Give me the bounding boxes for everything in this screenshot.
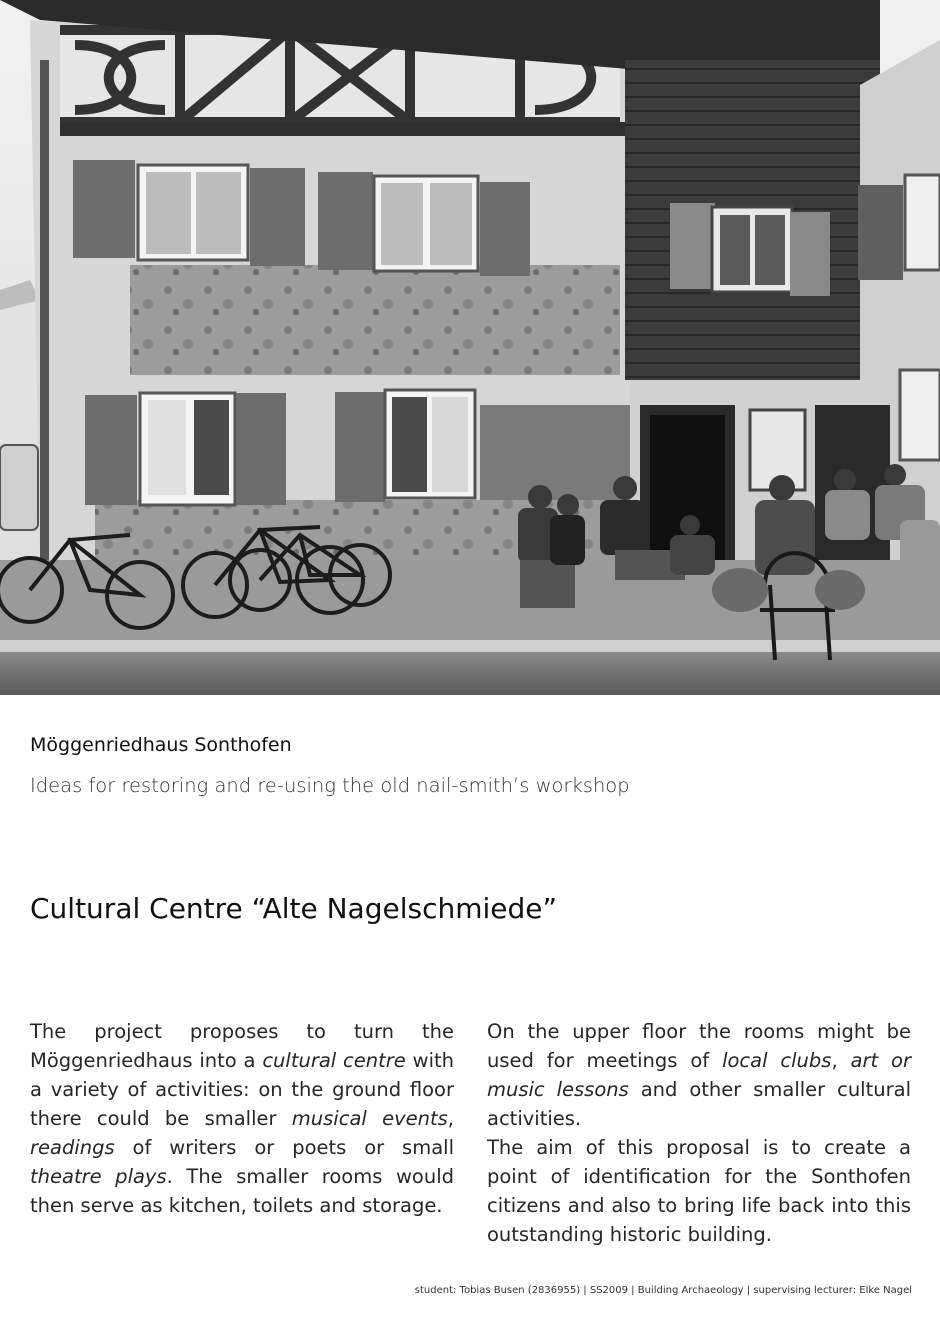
paragraph: The project proposes to turn the Möggenriedhaus into a cultural centre with a variety of activities: on the ground floor there could be smaller musical events, readings of writers or poets or small theatre plays. The smaller rooms would then serve as kitchen, toilets and storage. <box>30 1020 455 1217</box>
emphasis: musical events <box>291 1107 448 1130</box>
emphasis: local clubs <box>722 1049 832 1072</box>
emphasis: readings <box>30 1136 115 1159</box>
body-column-right <box>487 1017 911 1249</box>
section-heading: Cultural Centre “Alte Nagelschmiede” <box>30 892 558 925</box>
page-title: Möggenriedhaus Sonthofen <box>30 734 292 756</box>
paragraph: On the upper floor the rooms might be used for meetings of local clubs, art or music lessons and other smaller cultural activities. <box>487 1020 912 1130</box>
body-column-left <box>30 1017 454 1220</box>
paragraph: The aim of this proposal is to create a point of identification for the Sonthofen citizens and also to bring life back into this outstanding historic building. <box>487 1136 911 1246</box>
footer-credits: student: Tobias Busen (2836955) | SS2009 | Building Archaeology | supervising lecturer: Elke Nagel <box>414 1285 912 1296</box>
emphasis: art or music lessons <box>487 1049 912 1101</box>
page-subtitle: Ideas for restoring and re-using the old nail-smith’s workshop <box>30 774 630 797</box>
emphasis: theatre plays <box>30 1165 167 1188</box>
emphasis: cultural centre <box>262 1049 406 1072</box>
